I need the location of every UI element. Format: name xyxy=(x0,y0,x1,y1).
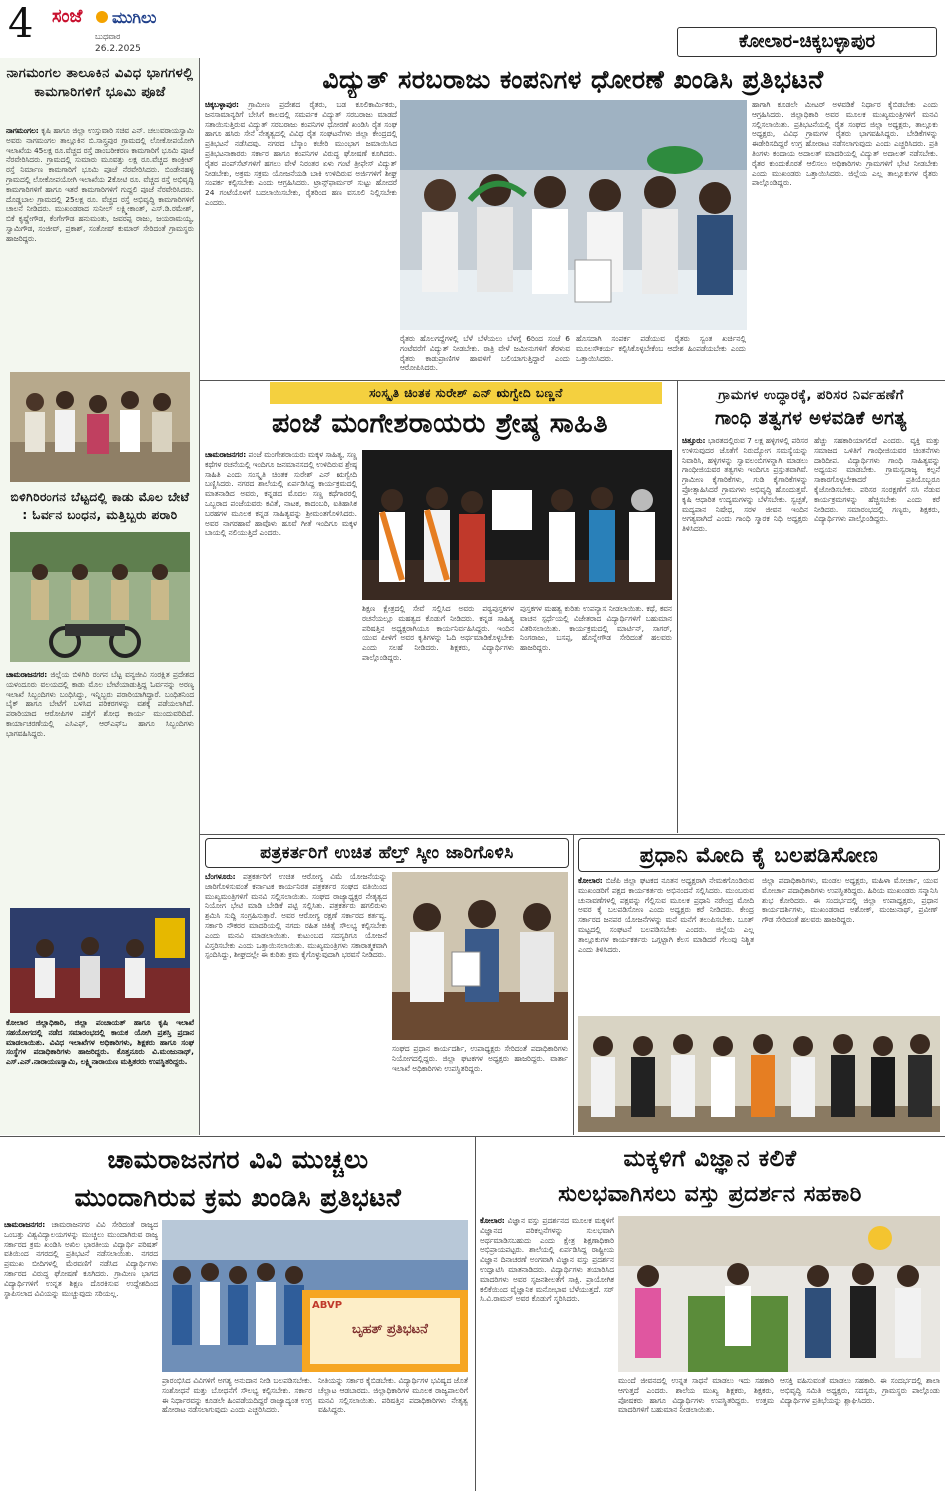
science-headline-line2: ಸುಲಭವಾಗಿಸಲು ವಸ್ತು ಪ್ರದರ್ಶನ ಸಹಕಾರಿ xyxy=(558,1182,862,1207)
protest-banner-text: ಬೃಹತ್ ಪ್ರತಿಭಟನೆ xyxy=(352,1322,428,1337)
left-story2-body xyxy=(6,670,194,902)
health-col1 xyxy=(205,872,387,1132)
gandhi-col2: ಹೆಚ್ಚು ಸಹಕಾರಿಯಾಗಲಿದೆ ಎಂದರು. ವ್ಯಕ್ತಿ ಮತ್ತು ಸಮಾಜದ ಒಳಿತಿಗೆ ಗಾಂಧೀಜಿಯವರ ಚಿಂತನೆಗಳು ದಾರಿದೀಪ. ವಿದ್ಯಾರ್ಥಿಗಳು ಗಾಂಧಿ ಸಾಹಿತ್ಯವನ್ನು ಅಧ್ಯಯನ ಮಾಡಬೇಕು. ಗ್ರಾಮಸ್ವರಾಜ್ಯ ಕಲ್ಪನೆ ಸಾಕಾರಗೊಳ್ಳಬೇಕಾದರೆ ಪ್ರತಿಯೊಬ್ಬರೂ ಕೈಜೋಡಿಸಬೇಕು. ಪರಿಸರ ಸಂರಕ್ಷಣೆಗೆ ಸಸಿ ನೆಡುವ ಕಾರ್ಯಕ್ರಮಗಳನ್ನು ಹೆಚ್ಚಿಸಬೇಕು ಎಂದು ಕರೆ ನೀಡಿದರು. ಸಮಾರಂಭದಲ್ಲಿ ಗಣ್ಯರು, ಶಿಕ್ಷಕರು, ವಿದ್ಯಾರ್ಥಿಗಳು ಪಾಲ್ಗೊಂಡಿದ್ದರು. xyxy=(814,436,940,524)
abvp-label: ABVP xyxy=(312,1300,343,1311)
panje-col3: ಪುಸ್ತಕಗಳ ಮಹತ್ವ ಕುರಿತು ಉಪನ್ಯಾಸ ನೀಡಲಾಯಿತು. ಕಥೆ, ಕವನ ವಾಚನ ಸ್ಪರ್ಧೆಯಲ್ಲಿ ವಿಜೇತರಾದ ವಿದ್ಯಾರ್ಥಿಗಳಿಗೆ ಬಹುಮಾನ ವಿತರಿಸಲಾಯಿತು. ಕಾರ್ಯಕ್ರಮದಲ್ಲಿ ಮಾರ್ಟಿನ್, ಸಾಗರ್, ನಿಂಗರಾಜು, ಬಸಪ್ಪ, ಹೊನ್ನೇಗೌಡ ಸೇರಿದಂತೆ ಹಲವರು ಹಾಜರಿದ್ದರು. xyxy=(520,604,672,653)
brand-name-part2: ಮುಗಿಲು xyxy=(112,8,157,27)
gandhi-col1 xyxy=(682,436,808,830)
univ-col2: ಪ್ರಾರಂಭಿಸಿದ ವಿವಿಗಳಿಗೆ ಅಗತ್ಯ ಅನುದಾನ ನೀಡಿ ಬಲಪಡಿಸಬೇಕು. ಸಂಶೋಧನೆ ಮತ್ತು ಬೋಧನೆಗೆ ಸೌಲಭ್ಯ ಕಲ್ಪಿಸಬೇಕು. ಸರ್ಕಾರ ಈ ನಿರ್ಧಾರವನ್ನು ಕೂಡಲೇ ಹಿಂಪಡೆಯದಿದ್ದರೆ ರಾಜ್ಯಾದ್ಯಂತ ಉಗ್ರ ಹೋರಾಟ ನಡೆಸಲಾಗುವುದು ಎಂದು ಎಚ್ಚರಿಸಿದರು. xyxy=(162,1376,312,1415)
gandhi-headline-line1: ಗ್ರಾಮಗಳ ಉದ್ಧಾರಕ್ಕೆ, ಪರಿಸರ ನಿರ್ವಹಣೆಗೆ xyxy=(718,388,904,403)
sun-icon xyxy=(96,11,108,23)
modi-col1-text: ಬಿಜೆಪಿ ಜಿಲ್ಲಾ ಘಟಕದ ನೂತನ ಅಧ್ಯಕ್ಷರಾಗಿ ನೇಮಕಗೊಂಡಿರುವ ಮುಖಂಡರಿಗೆ ಪಕ್ಷದ ಕಾರ್ಯಕರ್ತರು ಅಭಿನಂದನೆ ಸಲ್ಲಿಸಿದರು. ಮುಂಬರುವ ಚುನಾವಣೆಗಳಲ್ಲಿ ಪಕ್ಷವನ್ನು ಗೆಲ್ಲಿಸುವ ಮೂಲಕ ಪ್ರಧಾನಿ ನರೇಂದ್ರ ಮೋದಿ ಅವರ ಕೈ ಬಲಪಡಿಸೋಣ ಎಂದು ಅಧ್ಯಕ್ಷರು ಕರೆ ನೀಡಿದರು. ಕೇಂದ್ರ ಸರ್ಕಾರದ ಜನಪರ ಯೋಜನೆಗಳನ್ನು ಮನೆ ಮನೆಗೆ ತಲುಪಿಸಬೇಕು. ಬೂತ್ ಮಟ್ಟದಲ್ಲಿ ಸಂಘಟನೆ ಬಲಪಡಿಸಬೇಕು ಎಂದರು. ಜಿಲ್ಲೆಯ ಎಲ್ಲ ತಾಲ್ಲೂಕುಗಳ ಕಾರ್ಯಕರ್ತರು ಒಗ್ಗಟ್ಟಾಗಿ ಕೆಲಸ ಮಾಡಿದರೆ ಗೆಲುವು ನಿಶ್ಚಿತ ಎಂದು ತಿಳಿಸಿದರು. xyxy=(578,876,754,954)
science-col1 xyxy=(480,1216,614,1486)
science-headline-line1: ಮಕ್ಕಳಿಗೆ ವಿಜ್ಞಾನ ಕಲಿಕೆ xyxy=(623,1146,797,1172)
divider-univ-science xyxy=(475,1137,476,1491)
science-dateline: ಕೋಲಾರ: xyxy=(480,1216,505,1225)
health-headline-box xyxy=(205,838,569,868)
left-story3-photo xyxy=(10,908,190,1013)
left-story1-headline: ನಾಗಮಂಗಲ ತಾಲೂಕಿನ ವಿವಿಧ ಭಾಗಗಳಲ್ಲಿ ಕಾಮಗಾರಿಗಳಿಗೆ ಭೂಮಿ ಪೂಜೆ xyxy=(6,66,194,100)
science-photo xyxy=(618,1216,940,1372)
brand-logo xyxy=(52,6,192,32)
health-col2-lower: ಸಂಘದ ಪ್ರಧಾನ ಕಾರ್ಯದರ್ಶಿ, ಉಪಾಧ್ಯಕ್ಷರು ಸೇರಿದಂತೆ ಪದಾಧಿಕಾರಿಗಳು ನಿಯೋಗದಲ್ಲಿದ್ದರು. ಜಿಲ್ಲಾ ಘಟಕಗಳ ಅಧ್ಯಕ್ಷರು ಹಾಜರಿದ್ದರು. ವಾರ್ತಾ ಇಲಾಖೆ ಅಧಿಕಾರಿಗಳು ಉಪಸ್ಥಿತರಿದ್ದರು. xyxy=(392,1044,568,1073)
masthead xyxy=(0,0,945,58)
divider-bottom xyxy=(0,1136,945,1137)
univ-dateline: ಚಾಮರಾಜನಗರ: xyxy=(4,1220,46,1229)
univ-col3: ನೀತಿಯನ್ನು ಸರ್ಕಾರ ಕೈಬಿಡಬೇಕು. ವಿದ್ಯಾರ್ಥಿಗಳ ಭವಿಷ್ಯದ ಜೊತೆ ಚೆಲ್ಲಾಟ ಆಡಬಾರದು. ಜಿಲ್ಲಾಧಿಕಾರಿಗಳ ಮೂಲಕ ರಾಜ್ಯಪಾಲರಿಗೆ ಮನವಿ ಸಲ್ಲಿಸಲಾಯಿತು. ಪರಿಷತ್ತಿನ ಪದಾಧಿಕಾರಿಗಳು ನೇತೃತ್ವ ವಹಿಸಿದ್ದರು. xyxy=(318,1376,468,1415)
modi-headline-box xyxy=(578,838,940,872)
weekday: ಬುಧವಾರ xyxy=(95,32,121,41)
science-col2: ಮುಂದೆ ಜೀವನದಲ್ಲಿ ಉನ್ನತ ಸಾಧನೆ ಮಾಡಲು ಇದು ಸಹಕಾರಿ ಆಗುತ್ತದೆ ಎಂದರು. ಶಾಲೆಯ ಮುಖ್ಯ ಶಿಕ್ಷಕರು, ಶಿಕ್ಷಕರು, ಪೋಷಕರು ಹಾಗೂ ವಿದ್ಯಾರ್ಥಿಗಳು ಉಪಸ್ಥಿತರಿದ್ದರು. ಉತ್ತಮ ಮಾದರಿಗಳಿಗೆ ಬಹುಮಾನ ನೀಡಲಾಯಿತು. xyxy=(618,1376,774,1415)
left-story2-headline: ಬಿಳಿಗಿರಿರಂಗನ ಬೆಟ್ಟದಲ್ಲಿ ಕಾಡು ಮೊಲ ಬೇಟೆ : ಓರ್ವನ ಬಂಧನ, ಮತ್ತಿಬ್ಬರು ಪರಾರಿ xyxy=(10,490,190,522)
health-headline: ಪತ್ರಕರ್ತರಿಗೆ ಉಚಿತ ಹೆಲ್ತ್ ಸ್ಕೀಂ ಜಾರಿಗೊಳಿಸಿ xyxy=(260,843,514,863)
modi-dateline: ಕೋಲಾರ: xyxy=(578,876,603,885)
divider-panje-gandhi xyxy=(677,381,678,833)
modi-col2: ಜಿಲ್ಲಾ ಪದಾಧಿಕಾರಿಗಳು, ಮಂಡಲ ಅಧ್ಯಕ್ಷರು, ಮಹಿಳಾ ಮೋರ್ಚಾ, ಯುವ ಮೋರ್ಚಾ ಪದಾಧಿಕಾರಿಗಳು ಉಪಸ್ಥಿತರಿದ್ದರು. ಹಿರಿಯ ಮುಖಂಡರು ಸನ್ಮಾನಿಸಿ ಶುಭ ಕೋರಿದರು. ಈ ಸಂದರ್ಭದಲ್ಲಿ ಜಿಲ್ಲಾ ಉಪಾಧ್ಯಕ್ಷರು, ಪ್ರಧಾನ ಕಾರ್ಯದರ್ಶಿಗಳು, ಮುಖಂಡರಾದ ಅಶೋಕ್, ಮಂಜುನಾಥ್, ಪ್ರವೀಣ್ ಗೌಡ ಸೇರಿದಂತೆ ಹಲವರು ಹಾಜರಿದ್ದರು. xyxy=(762,876,938,925)
gandhi-headline-line2: ಗಾಂಧಿ ತತ್ವಗಳ ಅಳವಡಿಕೆ ಅಗತ್ಯ xyxy=(715,408,907,429)
left-story3-caption: ಕೋಲಾರ ಜಿಲ್ಲಾಧಿಕಾರಿ, ಜಿಲ್ಲಾ ಪಂಚಾಯತ್ ಹಾಗೂ ಕೃಷಿ ಇಲಾಖೆ ಸಹಯೋಗದಲ್ಲಿ ನಡೆದ ಸಮಾರಂಭದಲ್ಲಿ ಕಾಯಕ ಯೋಗಿ ಪ್ರಶಸ್ತಿ ಪ್ರದಾನ ಮಾಡಲಾಯಿತು. ವಿವಿಧ ಇಲಾಖೆಗಳ ಅಧಿಕಾರಿಗಳು, ಶಿಕ್ಷಕರು ಹಾಗೂ ಸಂಘ ಸಂಸ್ಥೆಗಳ ಪದಾಧಿಕಾರಿಗಳು ಹಾಜರಿದ್ದರು. ಕೊತ್ತನೂರು ವಿ.ಮಂಜುನಾಥ್, ಎಸ್.ಎನ್.ನಾರಾಯಣಸ್ವಾಮಿ, ಲಕ್ಷ್ಮಿನಾರಾಯಣ ಮತ್ತಿತರರು ಉಪಸ್ಥಿತರಿದ್ದರು. xyxy=(6,1018,194,1067)
science-col1-text: ವಿಜ್ಞಾನ ವಸ್ತು ಪ್ರದರ್ಶನದ ಮೂಲಕ ಮಕ್ಕಳಿಗೆ ವಿಜ್ಞಾನದ ಪರಿಕಲ್ಪನೆಗಳನ್ನು ಸುಲಭವಾಗಿ ಅರ್ಥಮಾಡಿಸಬಹುದು ಎಂದು ಕ್ಷೇತ್ರ ಶಿಕ್ಷಣಾಧಿಕಾರಿ ಅಭಿಪ್ರಾಯಪಟ್ಟರು. ಶಾಲೆಯಲ್ಲಿ ಏರ್ಪಡಿಸಿದ್ದ ರಾಷ್ಟ್ರೀಯ ವಿಜ್ಞಾನ ದಿನಾಚರಣೆ ಅಂಗವಾಗಿ ವಿಜ್ಞಾನ ವಸ್ತು ಪ್ರದರ್ಶನ ಉದ್ಘಾಟಿಸಿ ಮಾತನಾಡಿದರು. ವಿದ್ಯಾರ್ಥಿಗಳು ತಯಾರಿಸಿದ ಮಾದರಿಗಳು ಅವರ ಸೃಜನಶೀಲತೆಗೆ ಸಾಕ್ಷಿ. ಪ್ರಾಯೋಗಿಕ ಕಲಿಕೆಯಿಂದ ವೈಜ್ಞಾನಿಕ ಮನೋಭಾವ ಬೆಳೆಯುತ್ತದೆ. ಸರ್ ಸಿ.ವಿ.ರಾಮನ್ ಅವರ ಕೊಡುಗೆ ಸ್ಮರಿಸಿದರು. xyxy=(480,1216,614,1304)
lead-col3-lower: ಹೊಸದಾಗಿ ಸಂಪರ್ಕ ಪಡೆಯುವ ರೈತರು ಸ್ವಂತ ಖರ್ಚಿನಲ್ಲಿ ಮೂಲಸೌಕರ್ಯ ಕಲ್ಪಿಸಿಕೊಳ್ಳಬೇಕೆಂಬ ಆದೇಶ ಹಿಂಪಡೆಯಬೇಕು ಎಂದು ಒತ್ತಾಯಿಸಿದರು. xyxy=(576,334,746,363)
brand-name-part1: ಸಂಜೆ xyxy=(52,6,83,27)
date: 26.2.2025 xyxy=(95,44,141,54)
panje-kicker xyxy=(270,382,662,404)
lead-dateline: ಚಿಕ್ಕಬಳ್ಳಾಪುರ: xyxy=(205,100,239,109)
left-story1-text: ಕೃಷಿ ಹಾಗೂ ಜಿಲ್ಲಾ ಉಸ್ತುವಾರಿ ಸಚಿವ ಎನ್. ಚಲುವರಾಯಸ್ವಾಮಿ ಅವರು ನಾಗಮಂಗಲ ತಾಲ್ಲೂಕಿನ ಬಿ.ಸಾಸ್ತ್ರಪುರ ಗ್ರಾಮದಲ್ಲಿ ಲೋಕೋಪಯೋಗಿ ಇಲಾಖೆಯ 45ಲಕ್ಷ ರೂ.ವೆಚ್ಚದ ರಸ್ತೆ ಡಾಂಬರೀಕರಣ ಕಾಮಗಾರಿಗೆ ಭೂಮಿ ಪೂಜೆ ನೆರವೇರಿಸಿದರು. ಗ್ರಾಮದಲ್ಲಿ ಸುಮಾರು ಮೂವತ್ತು ಲಕ್ಷ ರೂ.ವೆಚ್ಚದ ಕಾಂಕ್ರೀಟ್ ರಸ್ತೆ ನಿರ್ಮಾಣ ಕಾಮಗಾರಿಗೆ ಭೂಮಿ ಪೂಜೆ ನೆರವೇರಿಸಿದರು. ಬಿಂಡೇನಹಳ್ಳಿ ಗ್ರಾಮದಲ್ಲಿ ಲೋಕೋಪಯೋಗಿ ಇಲಾಖೆಯ 2ಕೋಟಿ ರೂ. ವೆಚ್ಚದ ರಸ್ತೆ ಅಭಿವೃದ್ಧಿ ಕಾಮಗಾರಿಗಳಿಗೆ ಹಾಗೂ ಇತರೆ ಕಾಮಗಾರಿಗಳಿಗೆ ಗುದ್ದಲಿ ಪೂಜೆ ನೆರವೇರಿಸಿದರು. ದೊಡ್ಡಬಾಲ ಗ್ರಾಮದಲ್ಲಿ 25ಲಕ್ಷ ರೂ. ವೆಚ್ಚದ ರಸ್ತೆ ಅಭಿವೃದ್ಧಿ ಕಾಮಗಾರಿಗಳಿಗೆ ಚಾಲನೆ ನೀಡಿದರು. ಮುಖಂಡರಾದ ಸುನೀಲ್ ಲಕ್ಷ್ಮೀಕಾಂತ್, ಎಸ್.ಡಿ.ರಮೇಶ್, ಬಿಕೆ ಕೃಷ್ಣೇಗೌಡ, ಕೆಂಗೇಗೌಡ ಹನುಮಂತು, ಜವರಪ್ಪ ರಾಜು, ಜಯರಾಮಯ್ಯ, ಸ್ವಾಮಿಗೌಡ, ಸಂಜೀವ್, ಪ್ರಕಾಶ್, ಸಂತೋಷ್ ಕುಮಾರ್ ಸೇರಿದಂತೆ ಗ್ರಾಮಸ್ಥರು ಹಾಜರಿದ್ದರು. xyxy=(6,126,194,243)
panje-col2: ಶಿಕ್ಷಣ ಕ್ಷೇತ್ರದಲ್ಲಿ ಸೇವೆ ಸಲ್ಲಿಸಿದ ಅವರು ಪಠ್ಯಪುಸ್ತಕಗಳ ರಚನೆಯಲ್ಲೂ ಮಹತ್ವದ ಕೊಡುಗೆ ನೀಡಿದರು. ಕನ್ನಡ ಸಾಹಿತ್ಯ ಪರಿಷತ್ತಿನ ಅಧ್ಯಕ್ಷರಾಗಿಯೂ ಕಾರ್ಯನಿರ್ವಹಿಸಿದ್ದರು. ಇಂದಿನ ಯುವ ಪೀಳಿಗೆ ಅವರ ಕೃತಿಗಳನ್ನು ಓದಿ ಅರ್ಥಮಾಡಿಕೊಳ್ಳಬೇಕು ಎಂದು ಸಲಹೆ ನೀಡಿದರು. ಶಿಕ್ಷಕರು, ವಿದ್ಯಾರ್ಥಿಗಳು ಪಾಲ್ಗೊಂಡಿದ್ದರು. xyxy=(362,604,514,662)
lead-col1-text: ಗ್ರಾಮೀಣ ಪ್ರದೇಶದ ರೈತರು, ಬಡ ಕೂಲಿಕಾರ್ಮಿಕರು, ಜನಸಾಮಾನ್ಯರಿಗೆ ಬೇಸಿಗೆ ಕಾಲದಲ್ಲಿ ಸಮರ್ಪಕ ವಿದ್ಯುತ್ ಸರಬರಾಜು ಮಾಡದೆ ಸತಾಯಿಸುತ್ತಿರುವ ವಿದ್ಯುತ್ ಸರಬರಾಜು ಕಂಪನಿಗಳ ಧೋರಣೆ ಖಂಡಿಸಿ ರೈತ ಸಂಘ ಹಾಗೂ ಹಸಿರು ಸೇನೆ ನೇತೃತ್ವದಲ್ಲಿ ವಿವಿಧ ರೈತ ಸಂಘಟನೆಗಳು ಜಿಲ್ಲಾ ಕೇಂದ್ರದಲ್ಲಿ ಪ್ರತಿಭಟನೆ ನಡೆಸಿದವು. ನಗರದ ಬೆಸ್ಕಾಂ ಕಚೇರಿ ಮುಂಭಾಗ ಜಮಾಯಿಸಿದ ಪ್ರತಿಭಟನಾಕಾರರು ಸರ್ಕಾರ ಹಾಗೂ ಕಂಪನಿಗಳ ವಿರುದ್ಧ ಘೋಷಣೆ ಕೂಗಿದರು. ರೈತರ ಪಂಪ್‌ಸೆಟ್‌ಗಳಿಗೆ ಹಗಲು ವೇಳೆ ನಿರಂತರ ಏಳು ಗಂಟೆ ತ್ರೀಫೇಸ್ ವಿದ್ಯುತ್ ನೀಡಬೇಕು, ಅಕ್ರಮ ಸಕ್ರಮ ಯೋಜನೆಯಡಿ ಬಾಕಿ ಉಳಿದಿರುವ ಅರ್ಜಿಗಳಿಗೆ ಶೀಘ್ರ ಸಂಪರ್ಕ ಕಲ್ಪಿಸಬೇಕು ಎಂದು ಆಗ್ರಹಿಸಿದರು. ಟ್ರಾನ್ಸ್‌ಫಾರ್ಮರ್ ಸುಟ್ಟು ಹೋದರೆ 24 ಗಂಟೆಯೊಳಗೆ ಬದಲಾಯಿಸಬೇಕು, ರೈತರಿಂದ ಹಣ ವಸೂಲಿ ನಿಲ್ಲಿಸಬೇಕು ಎಂದರು. xyxy=(205,100,397,207)
divider-lead xyxy=(200,380,945,381)
divider-health-modi xyxy=(573,835,574,1135)
panje-headline: ಪಂಜೆ ಮಂಗೇಶರಾಯರು ಶ್ರೇಷ್ಠ ಸಾಹಿತಿ xyxy=(271,408,609,439)
univ-col1 xyxy=(4,1220,158,1486)
panje-photo xyxy=(362,450,672,600)
left-story2-text: ಜಿಲ್ಲೆಯ ಬಿಳಿಗಿರಿ ರಂಗನ ಬೆಟ್ಟ ವನ್ಯಜೀವಿ ಸಂರಕ್ಷಿತ ಪ್ರದೇಶದ ಯಳಂದೂರು ವಲಯದಲ್ಲಿ ಕಾಡು ಮೊಲ ಬೇಟೆಯಾಡುತ್ತಿದ್ದ ಓರ್ವನನ್ನು ಅರಣ್ಯ ಇಲಾಖೆ ಸಿಬ್ಬಂದಿಗಳು ಬಂಧಿಸಿದ್ದು, ಇನ್ನಿಬ್ಬರು ಪರಾರಿಯಾಗಿದ್ದಾರೆ. ಬಂಧಿತನಿಂದ ಬೈಕ್ ಹಾಗೂ ಬೇಟೆಗೆ ಬಳಸಿದ ಪರಿಕರಗಳನ್ನು ವಶಕ್ಕೆ ಪಡೆಯಲಾಗಿದೆ. ಪರಾರಿಯಾದ ಆರೋಪಿಗಳ ಪತ್ತೆಗೆ ಶೋಧ ಕಾರ್ಯ ಮುಂದುವರಿದಿದೆ. ಕಾರ್ಯಾಚರಣೆಯಲ್ಲಿ ಎಸಿಎಫ್, ಆರ್‌ಎಫ್‌ಒ ಹಾಗೂ ಸಿಬ್ಬಂದಿಗಳು ಭಾಗವಹಿಸಿದ್ದರು. xyxy=(6,670,194,738)
panje-col1 xyxy=(205,450,357,830)
panje-kicker-text: ಸಂಸ್ಕೃತಿ ಚಿಂತಕ ಸುರೇಶ್ ಎನ್ ಋಗ್ವೇದಿ ಬಣ್ಣನೆ xyxy=(369,386,563,400)
lead-photo xyxy=(400,100,747,330)
modi-col1 xyxy=(578,876,754,1014)
health-col1-text: ಪತ್ರಕರ್ತರಿಗೆ ಉಚಿತ ಆರೋಗ್ಯ ವಿಮೆ ಯೋಜನೆಯನ್ನು ಜಾರಿಗೊಳಿಸುವಂತೆ ಕರ್ನಾಟಕ ಕಾರ್ಯನಿರತ ಪತ್ರಕರ್ತರ ಸಂಘದ ವತಿಯಿಂದ ಮುಖ್ಯಮಂತ್ರಿಗಳಿಗೆ ಮನವಿ ಸಲ್ಲಿಸಲಾಯಿತು. ಸಂಘದ ರಾಜ್ಯಾಧ್ಯಕ್ಷರ ನೇತೃತ್ವದ ನಿಯೋಗ ಭೇಟಿ ಮಾಡಿ ಬೇಡಿಕೆ ಪಟ್ಟಿ ಸಲ್ಲಿಸಿತು. ಪತ್ರಕರ್ತರು ಹಗಲಿರುಳು ಶ್ರಮಿಸಿ ಸುದ್ದಿ ಸಂಗ್ರಹಿಸುತ್ತಾರೆ. ಅವರ ಆರೋಗ್ಯ ರಕ್ಷಣೆ ಸರ್ಕಾರದ ಕರ್ತವ್ಯ. ಸರ್ಕಾರಿ ನೌಕರರ ಮಾದರಿಯಲ್ಲಿ ನಗದು ರಹಿತ ಚಿಕಿತ್ಸೆ ಸೌಲಭ್ಯ ಕಲ್ಪಿಸಬೇಕು ಎಂದು ಮನವಿ ಮಾಡಲಾಯಿತು. ಕುಟುಂಬದ ಸದಸ್ಯರಿಗೂ ಯೋಜನೆ ವಿಸ್ತರಿಸಬೇಕು ಎಂದು ಒತ್ತಾಯಿಸಲಾಯಿತು. ಮುಖ್ಯಮಂತ್ರಿಗಳು ಸಕಾರಾತ್ಮಕವಾಗಿ ಸ್ಪಂದಿಸಿದ್ದು, ಶೀಘ್ರದಲ್ಲೇ ಈ ಕುರಿತು ಕ್ರಮ ಕೈಗೊಳ್ಳುವುದಾಗಿ ಭರವಸೆ ನೀಡಿದರು. xyxy=(205,872,387,960)
left-story1-photo xyxy=(10,372,190,482)
panje-col1-text: ಪಂಜೆ ಮಂಗೇಶರಾಯರು ಮಕ್ಕಳ ಸಾಹಿತ್ಯ, ಸಣ್ಣ ಕಥೆಗಳ ರಚನೆಯಲ್ಲಿ ಇಂದಿಗೂ ಜನಮಾನಸದಲ್ಲಿ ಉಳಿದಿರುವ ಶ್ರೇಷ್ಠ ಸಾಹಿತಿ ಎಂದು ಸಂಸ್ಕೃತಿ ಚಿಂತಕ ಸುರೇಶ್ ಎನ್ ಋಗ್ವೇದಿ ಬಣ್ಣಿಸಿದರು. ನಗರದ ಶಾಲೆಯಲ್ಲಿ ಏರ್ಪಡಿಸಿದ್ದ ಕಾರ್ಯಕ್ರಮದಲ್ಲಿ ಮಾತನಾಡಿದ ಅವರು, ಕನ್ನಡದ ಮೊದಲ ಸಣ್ಣ ಕಥೆಗಾರರಲ್ಲಿ ಒಬ್ಬರಾದ ಪಂಜೆಯವರು ಕವಿತೆ, ನಾಟಕ, ಕಾದಂಬರಿ, ಐತಿಹಾಸಿಕ ಬರಹಗಳ ಮೂಲಕ ಕನ್ನಡ ಸಾಹಿತ್ಯವನ್ನು ಶ್ರೀಮಂತಗೊಳಿಸಿದರು. ಅವರ ನಾಗರಹಾವೆ ಹಾವೊಳು ಹೂವೆ ಗೀತೆ ಇಂದಿಗೂ ಮಕ್ಕಳ ಬಾಯಲ್ಲಿ ನಲಿಯುತ್ತಿದೆ ಎಂದರು. xyxy=(205,450,357,538)
left-story1-body xyxy=(6,126,194,366)
section-title: ಕೋಲಾರ-ಚಿಕ್ಕಬಳ್ಳಾಪುರ xyxy=(677,27,937,57)
left-story1-dateline: ನಾಗಮಂಗಲ: xyxy=(6,126,39,135)
page-number: 4 xyxy=(8,1,34,47)
lead-col4: ಹಾಗಾಗಿ ಕೂಡಲೇ ಮೀಟರ್ ಅಳವಡಿಕೆ ನಿರ್ಧಾರ ಕೈಬಿಡಬೇಕು ಎಂದು ಆಗ್ರಹಿಸಿದರು. ಜಿಲ್ಲಾಧಿಕಾರಿ ಅವರ ಮೂಲಕ ಮುಖ್ಯಮಂತ್ರಿಗಳಿಗೆ ಮನವಿ ಸಲ್ಲಿಸಲಾಯಿತು. ಪ್ರತಿಭಟನೆಯಲ್ಲಿ ರೈತ ಸಂಘದ ಜಿಲ್ಲಾ ಅಧ್ಯಕ್ಷರು, ತಾಲ್ಲೂಕು ಅಧ್ಯಕ್ಷರು, ವಿವಿಧ ಗ್ರಾಮಗಳ ರೈತರು ಭಾಗವಹಿಸಿದ್ದರು. ಬೇಡಿಕೆಗಳನ್ನು ಈಡೇರಿಸದಿದ್ದರೆ ಉಗ್ರ ಹೋರಾಟ ನಡೆಸಲಾಗುವುದು ಎಂದು ಎಚ್ಚರಿಸಿದರು. ಪ್ರತಿ ತಿಂಗಳು ಕಂದಾಯ ಅದಾಲತ್ ಮಾದರಿಯಲ್ಲಿ ವಿದ್ಯುತ್ ಅದಾಲತ್ ನಡೆಸಬೇಕು. ರೈತರ ಕುಂದುಕೊರತೆ ಆಲಿಸಲು ಅಧಿಕಾರಿಗಳು ಗ್ರಾಮಗಳಿಗೆ ಭೇಟಿ ನೀಡಬೇಕು ಎಂದು ಮುಖಂಡರು ಒತ್ತಾಯಿಸಿದರು. ಜಿಲ್ಲೆಯ ಎಲ್ಲ ತಾಲ್ಲೂಕುಗಳ ರೈತರು ಪಾಲ್ಗೊಂಡಿದ್ದರು. xyxy=(752,100,938,188)
science-col3: ಆಸಕ್ತಿ ವಹಿಸುವಂತೆ ಮಾಡಲು ಸಹಕಾರಿ. ಈ ಸಂದರ್ಭದಲ್ಲಿ ಶಾಲಾ ಅಭಿವೃದ್ಧಿ ಸಮಿತಿ ಅಧ್ಯಕ್ಷರು, ಸದಸ್ಯರು, ಗ್ರಾಮಸ್ಥರು ಪಾಲ್ಗೊಂಡು ವಿದ್ಯಾರ್ಥಿಗಳ ಪ್ರತಿಭೆಯನ್ನು ಶ್ಲಾಘಿಸಿದರು. xyxy=(780,1376,940,1405)
lead-col2-lower: ರೈತರು ಹೊಲಗದ್ದೆಗಳಲ್ಲಿ ಬೆಳೆ ಬೆಳೆಯಲು ಬೆಳಗ್ಗೆ 6ರಿಂದ ಸಂಜೆ 6 ಗಂಟೆವರೆಗೆ ವಿದ್ಯುತ್ ನೀಡಬೇಕು. ರಾತ್ರಿ ವೇಳೆ ಜಮೀನುಗಳಿಗೆ ತೆರಳುವ ರೈತರು ಕಾಡುಪ್ರಾಣಿಗಳ ಹಾವಳಿಗೆ ಬಲಿಯಾಗುತ್ತಿದ್ದಾರೆ ಎಂದು ಆರೋಪಿಸಿದರು. xyxy=(400,334,570,373)
gandhi-col1-text: ಭಾರತದಲ್ಲಿರುವ 7 ಲಕ್ಷ ಹಳ್ಳಿಗಳಲ್ಲಿ ಪರಿಸರ ಉಳಿಸುವುದರ ಜೊತೆಗೆ ನಿರುದ್ಯೋಗ ಸಮಸ್ಯೆಯನ್ನು ನಿವಾರಿಸಿ, ಹಳ್ಳಿಗಳನ್ನು ಸ್ವಾವಲಂಬಿಗಳನ್ನಾಗಿ ಮಾಡಲು ಗಾಂಧೀಜಿಯವರ ತತ್ವಗಳು ಇಂದಿಗೂ ಪ್ರಸ್ತುತವಾಗಿವೆ. ಗ್ರಾಮೀಣ ಕೈಗಾರಿಕೆಗಳು, ಗುಡಿ ಕೈಗಾರಿಕೆಗಳನ್ನು ಪ್ರೋತ್ಸಾಹಿಸಿದರೆ ಗ್ರಾಮಗಳು ಅಭಿವೃದ್ಧಿ ಹೊಂದುತ್ತವೆ. ಕೃಷಿ ಆಧಾರಿತ ಉದ್ಯಮಗಳನ್ನು ಬೆಳೆಸಬೇಕು. ಸ್ವಚ್ಛತೆ, ಮದ್ಯಪಾನ ನಿಷೇಧ, ಸರಳ ಜೀವನ ಇಂದಿನ ಅಗತ್ಯವಾಗಿದೆ ಎಂದು ಗಾಂಧಿ ಸ್ಮಾರಕ ನಿಧಿ ಅಧ್ಯಕ್ಷರು ತಿಳಿಸಿದರು. xyxy=(682,436,808,534)
health-photo xyxy=(392,872,568,1040)
univ-col1-text: ಚಾಮರಾಜನಗರ ವಿವಿ ಸೇರಿದಂತೆ ರಾಜ್ಯದ ಒಂಬತ್ತು ವಿಶ್ವವಿದ್ಯಾಲಯಗಳನ್ನು ಮುಚ್ಚಲು ಮುಂದಾಗಿರುವ ರಾಜ್ಯ ಸರ್ಕಾರದ ಕ್ರಮ ಖಂಡಿಸಿ ಅಖಿಲ ಭಾರತೀಯ ವಿದ್ಯಾರ್ಥಿ ಪರಿಷತ್ ವತಿಯಿಂದ ನಗರದಲ್ಲಿ ಪ್ರತಿಭಟನೆ ನಡೆಸಲಾಯಿತು. ನಗರದ ಪ್ರಮುಖ ಬೀದಿಗಳಲ್ಲಿ ಮೆರವಣಿಗೆ ನಡೆಸಿದ ವಿದ್ಯಾರ್ಥಿಗಳು ಸರ್ಕಾರದ ವಿರುದ್ಧ ಘೋಷಣೆ ಕೂಗಿದರು. ಗ್ರಾಮೀಣ ಭಾಗದ ವಿದ್ಯಾರ್ಥಿಗಳಿಗೆ ಉನ್ನತ ಶಿಕ್ಷಣ ದೊರಕಿಸುವ ಉದ್ದೇಶದಿಂದ ಸ್ಥಾಪಿಸಲಾದ ವಿವಿಯನ್ನು ಮುಚ್ಚುವುದು ಸರಿಯಲ್ಲ. xyxy=(4,1220,158,1298)
modi-headline: ಪ್ರಧಾನಿ ಮೋದಿ ಕೈ ಬಲಪಡಿಸೋಣ xyxy=(639,843,879,867)
gandhi-dateline: ಚಿತ್ತೂರು: xyxy=(682,436,706,445)
left-story2-photo xyxy=(10,532,190,662)
left-column xyxy=(0,58,200,1135)
univ-headline-line1: ಚಾಮರಾಜನಗರ ವಿವಿ ಮುಚ್ಚಲು xyxy=(107,1145,369,1174)
univ-photo xyxy=(162,1220,468,1372)
modi-photo xyxy=(578,1016,940,1132)
univ-headline-line2: ಮುಂದಾಗಿರುವ ಕ್ರಮ ಖಂಡಿಸಿ ಪ್ರತಿಭಟನೆ xyxy=(74,1183,402,1212)
panje-dateline: ಚಾಮರಾಜನಗರ: xyxy=(205,450,247,459)
lead-headline: ವಿದ್ಯುತ್ ಸರಬರಾಜು ಕಂಪನಿಗಳ ಧೋರಣೆ ಖಂಡಿಸಿ ಪ್ರತಿಭಟನೆ xyxy=(322,65,824,94)
lead-col1 xyxy=(205,100,397,376)
left-story2-dateline: ಚಾಮರಾಜನಗರ: xyxy=(6,670,48,679)
health-dateline: ಬೆಂಗಳೂರು: xyxy=(205,872,236,881)
